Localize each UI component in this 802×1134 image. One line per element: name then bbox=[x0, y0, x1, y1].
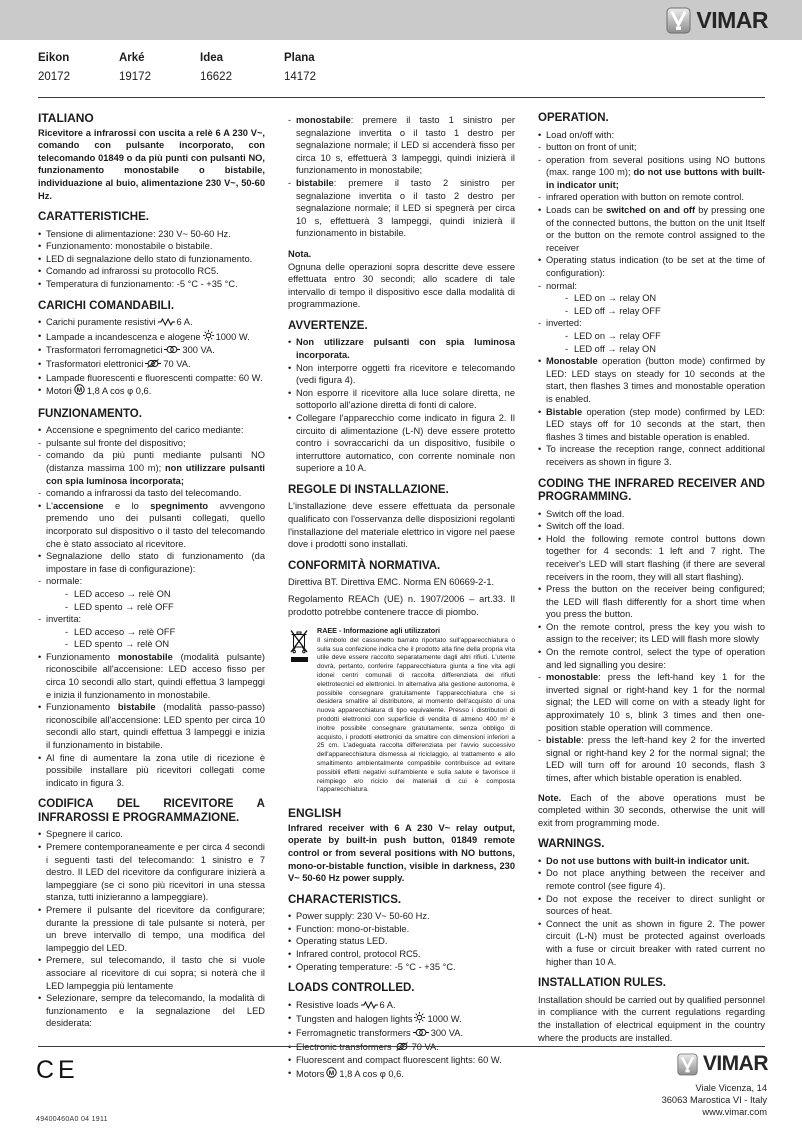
section-title: CODIFICA DEL RICEVITORE A INFRAROSSI E PROGRAMMAZIONE. bbox=[38, 798, 265, 824]
list-item: • Comando ad infrarossi su protocollo RC5. bbox=[38, 265, 265, 278]
led-state-line: - LED off → relay OFF bbox=[538, 305, 765, 318]
svg-text:M: M bbox=[76, 387, 83, 395]
list-item: • Non esporre il ricevitore alla luce solare diretta, ne sottoporlo all'azione diretta di fonti di calore. bbox=[288, 387, 515, 412]
section-title: CHARACTERISTICS. bbox=[288, 893, 402, 906]
load-item: • Motors M 1,8 A cos φ 0,6. bbox=[288, 1067, 515, 1082]
section-body: Direttiva BT. Direttiva EMC. Norma EN 60669-2-1. bbox=[288, 577, 495, 588]
motor-icon bbox=[326, 1067, 337, 1082]
section-title: INSTALLATION RULES. bbox=[538, 977, 666, 990]
article-code: 16622 bbox=[200, 71, 232, 83]
list-item: • Operating status LED. bbox=[288, 935, 515, 948]
list-item: - operation from several positions using NO buttons (max. range 100 m); do not use buttons with built-in indicator unit; bbox=[538, 154, 765, 192]
note-body: Ognuna delle operazioni sopra descritte deve essere effettuata entro 30 secondi; allo scadere di tale intervallo di tempo il dispositivo esce dalla modalità di programmazione. bbox=[288, 261, 515, 310]
list-item: • Press the button on the receiver being configured; the LED will flash differently for a short time when you press the button. bbox=[538, 583, 765, 621]
load-item: • Tungsten and halogen lights 1000 W. bbox=[288, 1012, 515, 1027]
weee-bar bbox=[291, 657, 308, 662]
list-item: • Hold the following remote control buttons down together for 4 seconds: 1 left and 7 right. The receiver's LED will start flashing (if there are several receivers in the room, they will all start flashing). bbox=[538, 533, 765, 583]
incandescent-lamp-icon bbox=[203, 330, 214, 345]
list-item: • L'accensione e lo spegnimento avvengono premendo uno dei pulsanti collegati, quello incorporato sul dispositivo o il tasto del telecomando che è stato associato al ricevitore. bbox=[38, 500, 265, 550]
electronic-transformer-icon bbox=[145, 359, 161, 372]
led-state-line: - LED acceso → relè OFF bbox=[38, 626, 265, 639]
language-heading: ENGLISH bbox=[288, 806, 342, 821]
list-item: - invertita: bbox=[38, 613, 265, 626]
list-item: • Switch off the load. bbox=[538, 508, 765, 521]
list-item: • Do not place anything between the receiver and remote control (see figure 4). bbox=[538, 867, 765, 892]
product-description-en: Infrared receiver with 6 A 230 V~ relay output, operate by built-in push button, 01849 remote control or from several positions with NO buttons, mono-or-bistable function, visible in darkness, 230 V~ 50-60 Hz power supply. bbox=[288, 822, 515, 884]
load-item: • Trasformatori ferromagnetici 300 VA. bbox=[38, 344, 265, 358]
list-item: • Funzionamento: monostabile o bistabile. bbox=[38, 240, 265, 253]
article-code: 19172 bbox=[119, 71, 151, 83]
document-code: 49400460A0 04 1911 bbox=[36, 1116, 108, 1123]
header-divider bbox=[38, 97, 765, 98]
section-title: LOADS CONTROLLED. bbox=[288, 982, 415, 995]
section-body: Regolamento REACh (UE) n. 1907/2006 – art.33. Il prodotto potrebbe contenere tracce di piombo. bbox=[288, 593, 515, 617]
product-arke bbox=[119, 52, 200, 83]
list-item: • Tensione di alimentazione: 230 V~ 50-60 Hz. bbox=[38, 228, 265, 241]
column-italian bbox=[38, 110, 265, 1081]
vimar-logo bbox=[666, 7, 768, 34]
article-code: 14172 bbox=[284, 71, 316, 83]
load-item: • Trasformatori elettronici 70 VA. bbox=[38, 358, 265, 372]
weee-icon-column bbox=[288, 627, 310, 795]
list-item: • Non interporre oggetti fra ricevitore e telecomando (vedi figura 4). bbox=[288, 362, 515, 387]
section-title: CONFORMITÀ NORMATIVA. bbox=[288, 559, 441, 572]
product-header bbox=[38, 52, 365, 83]
list-item: • Non utilizzare pulsanti con spia luminosa incorporata. bbox=[288, 336, 515, 361]
motor-icon bbox=[74, 384, 85, 399]
list-item: • Collegare l'apparecchio come indicato in figura 2. Il circuito di alimentazione (L-N) deve essere protetto contro i sovraccarichi da un dispositivo, fusibile o interruttore automatico, con corrente nominale non superiore a 10 A. bbox=[288, 412, 515, 475]
ferromagnetic-transformer-icon bbox=[413, 1028, 429, 1041]
vimar-shield-icon bbox=[666, 7, 691, 34]
list-item: • Power supply: 230 V~ 50-60 Hz. bbox=[288, 910, 515, 923]
section-body: Installation should be carried out by qualified personnel in compliance with the current regulations regarding the installation of electrical equipment in the country where the products are installed. bbox=[538, 994, 765, 1043]
note-body: Note. Each of the above operations must be completed within 30 seconds, otherwise the unit will exit from programming mode. bbox=[538, 792, 765, 828]
vimar-wordmark: VIMAR bbox=[702, 1052, 768, 1075]
list-item: • Accensione e spegnimento del carico mediante: bbox=[38, 424, 265, 437]
note-title: Nota. bbox=[288, 248, 312, 259]
list-item: - button on front of unit; bbox=[538, 141, 765, 154]
address-line: 36063 Marostica VI - Italy bbox=[661, 1095, 767, 1105]
list-item: - infrared operation with button on remote control. bbox=[538, 191, 765, 204]
section-title: CARICHI COMANDABILI. bbox=[38, 299, 175, 312]
section-title: REGOLE DI INSTALLAZIONE. bbox=[288, 483, 449, 496]
led-state-line: - LED on → relay ON bbox=[538, 292, 765, 305]
list-item: • Load on/off with: bbox=[538, 129, 765, 142]
list-item: • On the remote control, select the type of operation and led signalling you desire: bbox=[538, 646, 765, 671]
section-title: WARNINGS. bbox=[538, 838, 605, 851]
product-eikon bbox=[38, 52, 119, 83]
list-item: • Operating status indication (to be set at the time of configuration): bbox=[538, 254, 765, 279]
list-item: • Bistable operation (step mode) confirmed by LED: LED stays off for 10 seconds at the start, then flashes 3 times and bistable operation is enabled. bbox=[538, 406, 765, 444]
raee-body: Il simbolo del cassonetto barrato riportato sull'apparecchiatura o sulla sua confezione indica che il prodotto alla fine della propria vita utile deve essere raccolto separatamente dagli altri rifiuti. L'utente dovrà, pertanto, conferire l'apparecchiatura giunta a fine vita agli idonei centri comunali di raccolta differenziata dei rifiuti elettrotecnici ed elettronici. In alternativa alla gestione autonoma, è possibile consegnare gratuitamente l'apparecchiatura che si desidera smaltire al distributore, al momento dell'acquisto di una nuova apparecchiatura di tipo equivalente. Presso i distributori di prodotti elettronici con superficie di vendita di almeno 400 m² è inoltre possibile consegnare gratuitamente, senza obbligo di acquisto, i prodotti elettronici da smaltire con dimensioni inferiori a 25 cm. L'adeguata raccolta differenziata per l'avvio successivo dell'apparecchiatura dismessa al riciclaggio, al trattamento e allo smaltimento ambientalmente compatibile contribuisce ad evitare possibili effetti negativi sull'ambiente e sulla salute e favorisce il reimpiego e/o riciclo dei materiali di cui è composta l'apparecchiatura. bbox=[317, 636, 515, 794]
list-item: • Function: mono-or-bistable. bbox=[288, 923, 515, 936]
raee-box bbox=[288, 627, 515, 795]
vimar-shield-icon bbox=[677, 1053, 698, 1076]
load-item: • Lampade a incandescenza e alogene 1000 W. bbox=[38, 330, 265, 345]
list-item: • Funzionamento monostabile (modalità pulsante) riconoscibile all'accensione: LED acceso fisso per circa 10 secondi allo start, quindi effettua 3 lampeggi e inizia il funzionamento in monostabile. bbox=[38, 651, 265, 701]
list-item: - comando da più punti mediante pulsanti NO (distanza massima 100 m); non utilizzare pulsanti con spia luminosa incorporata; bbox=[38, 449, 265, 487]
ferromagnetic-transformer-icon bbox=[164, 345, 180, 358]
list-item: • Connect the unit as shown in figure 2. The power circuit (L-N) must be protected against overloads with a fuse or circuit breaker with rated current no higher than 10 A. bbox=[538, 918, 765, 968]
list-item: • Do not use buttons with built-in indicator unit. bbox=[538, 855, 765, 868]
section-body: L'installazione deve essere effettuata da personale qualificato con l'osservanza delle disposizioni regolanti l'installazione del materiale elettrico in vigore nel paese dove i prodotti sono installati. bbox=[288, 501, 515, 550]
website: www.vimar.com bbox=[702, 1107, 767, 1117]
list-item: • On the remote control, press the key you wish to assign to the receiver; its LED will flash more slowly bbox=[538, 621, 765, 646]
ce-mark: CE bbox=[36, 1056, 79, 1084]
incandescent-lamp-icon bbox=[414, 1012, 425, 1027]
product-plana bbox=[284, 52, 365, 83]
address-line: Viale Vicenza, 14 bbox=[695, 1083, 767, 1093]
section-title: AVVERTENZE. bbox=[288, 319, 368, 332]
list-item: • Spegnere il carico. bbox=[38, 828, 265, 841]
list-item: • Al fine di aumentare la zona utile di ricezione è possibile installare più ricevitori collegati come indicato in figura 3. bbox=[38, 752, 265, 790]
list-item: • Monostable operation (button mode) confirmed by LED: LED stays on steady for 10 seconds at the start, then flashes 3 times and monostable operation is enabled. bbox=[538, 355, 765, 405]
svg-text:M: M bbox=[329, 1069, 335, 1077]
resistive-load-icon bbox=[158, 317, 175, 330]
list-item: - inverted: bbox=[538, 317, 765, 330]
column-middle bbox=[288, 110, 515, 1081]
raee-text bbox=[317, 627, 515, 795]
list-item: - monostable: press the left-hand key 1 for the inverted signal or right-hand key 1 for the normal signal; the LED will come on with a steady light for approximately 10 s, blink 3 times and then one-position stable operation will commence. bbox=[538, 671, 765, 734]
list-item: • Funzionamento bistabile (modalità passo-passo) riconoscibile all'accensione: LED spento per circa 10 secondi allo start, quindi effettua 3 lampeggi e inizia il funzionamento in bistabile. bbox=[38, 701, 265, 751]
article-code: 20172 bbox=[38, 71, 70, 83]
series-name: Plana bbox=[284, 52, 315, 64]
product-idea bbox=[200, 52, 284, 83]
product-description-it: Ricevitore a infrarossi con uscita a relè 6 A 230 V~, comando con pulsante incorporato, con telecomando 01849 o da più punti con pulsanti NO, funzionamento monostabile o bistabile, individuazione al buio, alimentazione 230 V~, 50-60 Hz. bbox=[38, 127, 265, 201]
list-item: • Temperatura di funzionamento: -5 °C - +35 °C. bbox=[38, 278, 265, 291]
list-item: • LED di segnalazione dello stato di funzionamento. bbox=[38, 253, 265, 266]
led-state-line: - LED spento → relè ON bbox=[38, 638, 265, 651]
list-item: • Do not expose the receiver to direct sunlight or sources of heat. bbox=[538, 893, 765, 918]
load-item: • Ferromagnetic transformers 300 VA. bbox=[288, 1027, 515, 1041]
list-item: • Operating temperature: -5 °C - +35 °C. bbox=[288, 961, 515, 974]
footer-divider bbox=[38, 1046, 765, 1047]
list-item: • Infrared control, protocol RC5. bbox=[288, 948, 515, 961]
load-item: • Fluorescent and compact fluorescent lights: 60 W. bbox=[288, 1054, 515, 1067]
list-item: • Premere il pulsante del ricevitore da configurare; durante la pressione di tale pulsante si noterà, per un breve intervallo di tempo, una modifica del lampeggio del LED. bbox=[38, 904, 265, 954]
list-item: • To increase the reception range, connect additional receivers as shown in figure 3. bbox=[538, 443, 765, 468]
weee-bin-icon bbox=[289, 629, 309, 654]
list-item: • Premere contemporaneamente e per circa 4 secondi i seguenti tasti del telecomando: 1 sinistro e 7 destro. Il LED del ricevitore da configurare inizierà a lampeggiare (se ci sono più ricevitori in una stessa stanza, tutti inizieranno a lampeggiare). bbox=[38, 841, 265, 904]
section-title: OPERATION. bbox=[538, 112, 609, 124]
led-state-line: - LED on → relay OFF bbox=[538, 330, 765, 343]
series-name: Eikon bbox=[38, 52, 70, 64]
list-item: - bistable: press the left-hand key 2 for the inverted signal or right-hand key 2 for the normal signal; the LED will turn off for around 10 seconds, flash 3 times, after which bistable operation is enabled. bbox=[538, 734, 765, 784]
load-item bbox=[288, 1041, 515, 1055]
led-state-line: - LED off → relay ON bbox=[538, 343, 765, 356]
column-english bbox=[538, 110, 765, 1081]
led-state-line: - LED acceso → relè ON bbox=[38, 588, 265, 601]
section-title: FUNZIONAMENTO. bbox=[38, 407, 142, 420]
list-item: • Segnalazione dello stato di funzionamento (da impostare in fase di configurazione): bbox=[38, 550, 265, 575]
vimar-logo-footer bbox=[677, 1052, 768, 1076]
list-item: • Premere, sul telecomando, il tasto che si vuole associare al ricevitore di cui sopra; si noterà che il LED lampeggia più lentamente bbox=[38, 954, 265, 992]
series-name: Arké bbox=[119, 52, 145, 64]
vimar-wordmark: VIMAR bbox=[696, 7, 768, 33]
series-name: Idea bbox=[200, 52, 224, 64]
load-item: • Resistive loads 6 A. bbox=[288, 999, 515, 1013]
company-address bbox=[662, 1082, 767, 1118]
list-item: - comando a infrarossi da tasto del telecomando. bbox=[38, 487, 265, 500]
led-state-line: - LED spento → relè OFF bbox=[38, 601, 265, 614]
mode-item: - monostabile: premere il tasto 1 sinistro per segnalazione invertita o il tasto 1 destro per segnalazione normale; il LED si accenderà fisso per circa 10 s, effettuerà 3 lampeggi, quindi inizierà il funzionamento in monostabile; bbox=[288, 114, 515, 177]
mode-item: - bistabile: premere il tasto 2 sinistro per segnalazione invertita o il tasto 2 destro per segnalazione normale; il LED si spegnerà per circa 10 s, effettuerà 3 lampeggi, quindi inizierà il funzionamento in bistabile. bbox=[288, 177, 515, 240]
electronic-transformer-icon bbox=[394, 1042, 410, 1055]
section-title: CODING THE INFRARED RECEIVER AND PROGRAMMING. bbox=[538, 477, 765, 504]
raee-title: RAEE - Informazione agli utilizzatori bbox=[317, 626, 440, 636]
load-item: • Lampade fluorescenti e fluorescenti compatte: 60 W. bbox=[38, 372, 265, 385]
section-title: CARATTERISTICHE. bbox=[38, 211, 149, 224]
load-item: • Carichi puramente resistivi 6 A. bbox=[38, 316, 265, 330]
load-item: • Motori M 1,8 A cos φ 0,6. bbox=[38, 384, 265, 399]
list-item: • Selezionare, sempre da telecomando, la modalità di funzionamento e la segnalazione del LED desiderata: bbox=[38, 992, 265, 1030]
resistive-load-icon bbox=[361, 1000, 378, 1013]
list-item: • Switch off the load. bbox=[538, 520, 765, 533]
list-item: - normale: bbox=[38, 575, 265, 588]
list-item: - normal: bbox=[538, 280, 765, 293]
list-item: - pulsante sul fronte del dispositivo; bbox=[38, 437, 265, 450]
language-heading: ITALIANO bbox=[38, 111, 94, 125]
list-item: • Loads can be switched on and off by pressing one of the connected buttons, the button on the unit Itself or the button on the remote control assigned to the receiver bbox=[538, 204, 765, 254]
